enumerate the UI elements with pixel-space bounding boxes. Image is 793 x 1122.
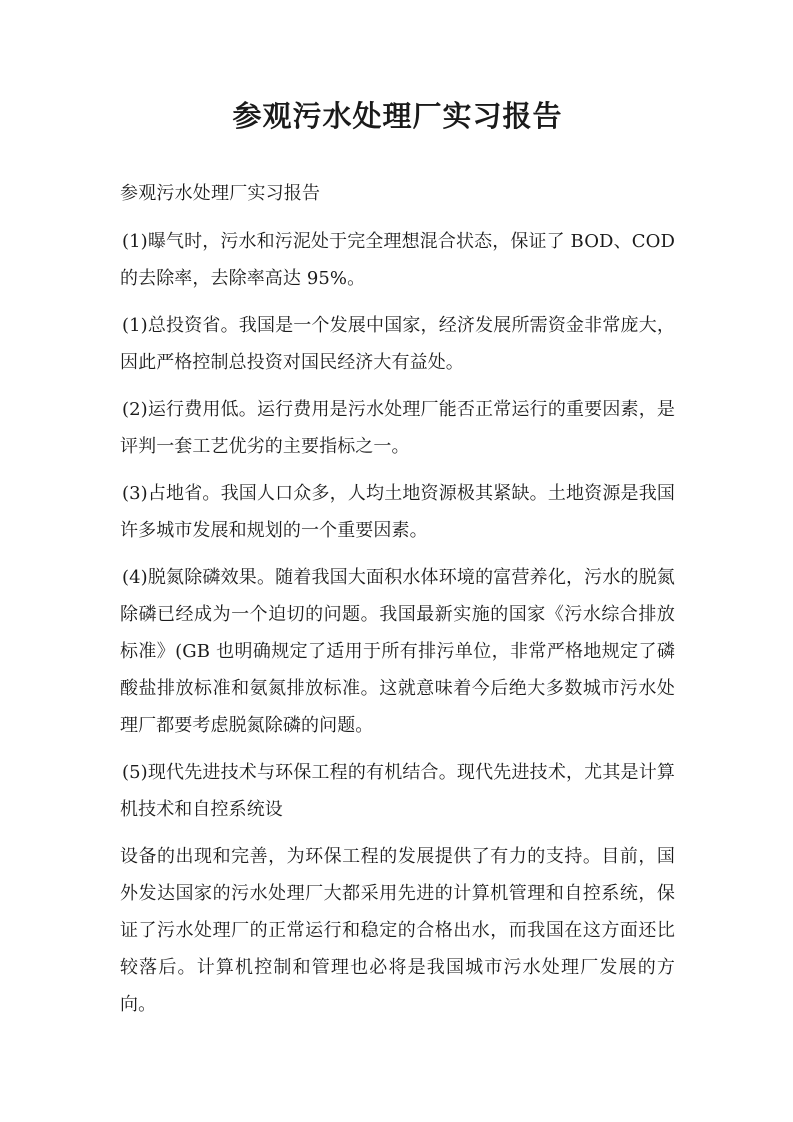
paragraph-equipment: 设备的出现和完善，为环保工程的发展提供了有力的支持。目前，国外发达国家的污水处理厂大都采用先进的计算机管理和自控系统，保证了污水处理厂的正常运行和稳定的合格出水，而我国在这方面还比较落后。计算机控制和管理也必将是我国城市污水处理厂发展的方向。 xyxy=(120,846,675,1015)
paragraph-advanced-technology: (5)现代先进技术与环保工程的有机结合。现代先进技术，尤其是计算机技术和自控系统设 xyxy=(120,762,675,820)
document-subtitle: 参观污水处理厂实习报告 xyxy=(120,183,321,204)
paragraph-operating-cost: (2)运行费用低。运行费用是污水处理厂能否正常运行的重要因素，是评判一套工艺优劣的主要指标之一。 xyxy=(120,399,675,457)
paragraph-aeration: (1)曝气时，污水和污泥处于完全理想混合状态，保证了 BOD、COD 的去除率，去除率高达 95%。 xyxy=(120,231,675,289)
document-title: 参观污水处理厂实习报告 xyxy=(232,99,563,133)
paragraph-nutrient-removal: (4)脱氮除磷效果。随着我国大面积水体环境的富营养化，污水的脱氮除磷已经成为一个迫切的问题。我国最新实施的国家《污水综合排放标准》(GB 也明确规定了适用于所有排污单位，非常严格地规定了磷酸盐排放标准和氨氮排放标准。这就意味着今后绝大多数城市污水处理厂都要考虑脱氮除磷的问题。 xyxy=(120,567,675,736)
paragraph-land-use: (3)占地省。我国人口众多，人均土地资源极其紧缺。土地资源是我国许多城市发展和规划的一个重要因素。 xyxy=(120,483,675,541)
paragraph-investment: (1)总投资省。我国是一个发展中国家，经济发展所需资金非常庞大，因此严格控制总投资对国民经济大有益处。 xyxy=(120,315,675,373)
